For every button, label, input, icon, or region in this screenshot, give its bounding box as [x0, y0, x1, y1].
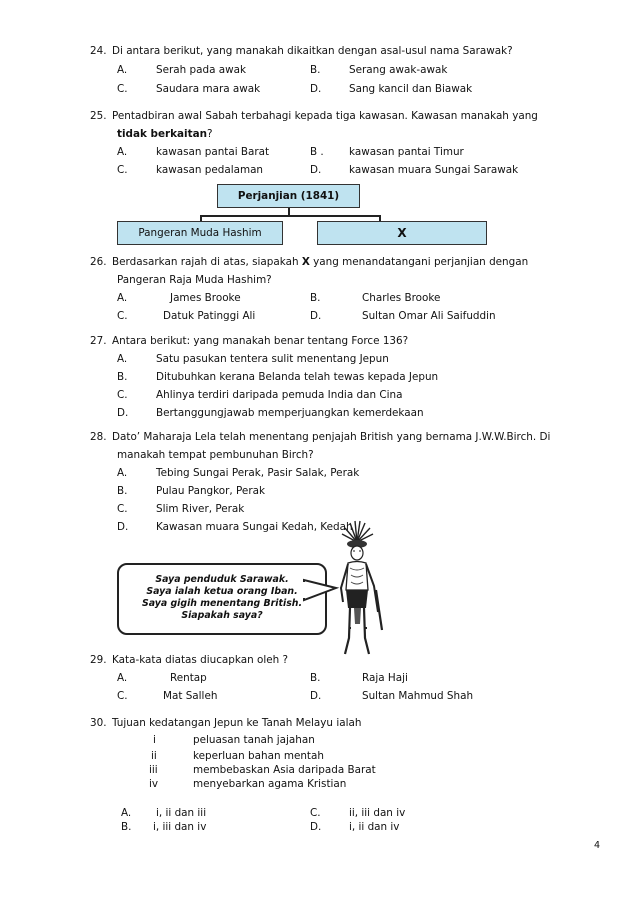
option-text: ii, iii dan iv [349, 807, 406, 819]
option-text: Tebing Sungai Perak, Pasir Salak, Perak [156, 467, 360, 479]
roman-numeral: ii [151, 750, 157, 762]
question-mark: ? [206, 128, 213, 140]
option-letter: D. [310, 83, 322, 95]
option-letter: D. [310, 690, 322, 702]
question-stem: Dato’ Maharaja Lela telah menentang penjajah British yang bernama J.W.W.Birch. Di [112, 431, 551, 443]
question-number: 30. [90, 717, 107, 729]
iban-warrior-illustration [330, 520, 385, 660]
option-letter: A. [117, 353, 128, 365]
option-letter: B. [310, 64, 321, 76]
speech-line: Saya ialah ketua orang Iban. [146, 586, 298, 597]
option-letter: A. [117, 672, 128, 684]
option-text: Mat Salleh [163, 690, 218, 702]
question-stem: Antara berikut: yang manakah benar tentang Force 136? [112, 335, 409, 347]
stem-part: yang menandatangani perjanjian dengan [309, 256, 529, 268]
option-text: Raja Haji [362, 672, 408, 684]
option-letter: D. [310, 164, 322, 176]
option-letter: A. [117, 64, 128, 76]
item-text: peluasan tanah jajahan [193, 734, 315, 746]
option-letter: C. [117, 310, 128, 322]
option-letter: A. [117, 292, 128, 304]
option-text: Charles Brooke [362, 292, 441, 304]
option-letter: C. [117, 503, 128, 515]
speech-line: Saya penduduk Sarawak. [155, 574, 289, 585]
option-text: i, iii dan iv [153, 821, 207, 833]
question-number: 25. [90, 110, 107, 122]
speech-text [122, 574, 322, 622]
question-stem-line2 [117, 128, 213, 140]
option-letter: B . [310, 146, 324, 158]
option-text: Sultan Omar Ali Saifuddin [362, 310, 496, 322]
option-text: Ahlinya terdiri daripada pemuda India dan Cina [156, 389, 403, 401]
question-stem [112, 256, 528, 268]
question-number: 28. [90, 431, 107, 443]
question-number: 26. [90, 256, 107, 268]
question-stem: Tujuan kedatangan Jepun ke Tanah Melayu ialah [112, 717, 362, 729]
speech-line: Siapakah saya? [181, 610, 263, 621]
option-text: i, ii dan iii [156, 807, 207, 819]
option-letter: B. [117, 371, 128, 383]
diagram-right-box: X [317, 221, 487, 245]
option-text: Kawasan muara Sungai Kedah, Kedah [156, 521, 353, 533]
question-number: 27. [90, 335, 107, 347]
stem-x: X [301, 256, 310, 268]
option-text: Pulau Pangkor, Perak [156, 485, 265, 497]
option-letter: C. [310, 807, 321, 819]
bold-emphasis: tidak berkaitan [117, 128, 207, 140]
option-text: Datuk Patinggi Ali [163, 310, 256, 322]
option-letter: C. [117, 389, 128, 401]
roman-numeral: iv [149, 778, 159, 790]
item-text: menyebarkan agama Kristian [193, 778, 347, 790]
question-stem: Pentadbiran awal Sabah terbahagi kepada tiga kawasan. Kawasan manakah yang [112, 110, 538, 122]
connector-line [200, 215, 380, 217]
option-text: Slim River, Perak [156, 503, 245, 515]
option-letter: C. [117, 164, 128, 176]
diagram-top-box: Perjanjian (1841) [217, 184, 360, 208]
page-number: 4 [594, 840, 601, 851]
option-text: Sultan Mahmud Shah [362, 690, 474, 702]
question-stem-line2: Pangeran Raja Muda Hashim? [117, 274, 272, 286]
question-number: 24. [90, 45, 107, 57]
option-text: Ditubuhkan kerana Belanda telah tewas kepada Jepun [156, 371, 439, 383]
roman-numeral: iii [149, 764, 158, 776]
option-letter: B. [310, 672, 321, 684]
option-text: Satu pasukan tentera sulit menentang Jepun [156, 353, 389, 365]
question-stem-line2: manakah tempat pembunuhan Birch? [117, 449, 314, 461]
option-letter: A. [117, 146, 128, 158]
item-text: keperluan bahan mentah [193, 750, 324, 762]
option-text: Rentap [170, 672, 207, 684]
option-text: i, ii dan iv [349, 821, 400, 833]
option-letter: D. [310, 821, 322, 833]
option-text: Sang kancil dan Biawak [349, 83, 473, 95]
option-text: kawasan muara Sungai Sarawak [349, 164, 519, 176]
roman-numeral: i [153, 734, 156, 746]
diagram-left-box: Pangeran Muda Hashim [117, 221, 283, 245]
option-text: Saudara mara awak [156, 83, 261, 95]
option-letter: C. [117, 690, 128, 702]
option-text: Serah pada awak [156, 64, 246, 76]
stem-part: Berdasarkan rajah di atas, siapakah [112, 256, 302, 268]
option-text: kawasan pantai Timur [349, 146, 464, 158]
option-letter: A. [117, 467, 128, 479]
option-letter: B. [310, 292, 321, 304]
option-text: kawasan pantai Barat [156, 146, 270, 158]
option-letter: D. [310, 310, 322, 322]
question-stem: Di antara berikut, yang manakah dikaitkan dengan asal-usul nama Sarawak? [112, 45, 513, 57]
option-letter: B. [117, 485, 128, 497]
item-text: membebaskan Asia daripada Barat [193, 764, 376, 776]
option-text: James Brooke [170, 292, 241, 304]
question-stem: Kata-kata diatas diucapkan oleh ? [112, 654, 289, 666]
option-text: Bertanggungjawab memperjuangkan kemerdekaan [156, 407, 424, 419]
option-letter: A. [121, 807, 132, 819]
option-letter: B. [121, 821, 132, 833]
option-text: kawasan pedalaman [156, 164, 264, 176]
option-text: Serang awak-awak [349, 64, 448, 76]
question-number: 29. [90, 654, 107, 666]
speech-line: Saya gigih menentang British. [141, 598, 303, 609]
option-letter: D. [117, 521, 129, 533]
option-letter: D. [117, 407, 129, 419]
option-letter: C. [117, 83, 128, 95]
